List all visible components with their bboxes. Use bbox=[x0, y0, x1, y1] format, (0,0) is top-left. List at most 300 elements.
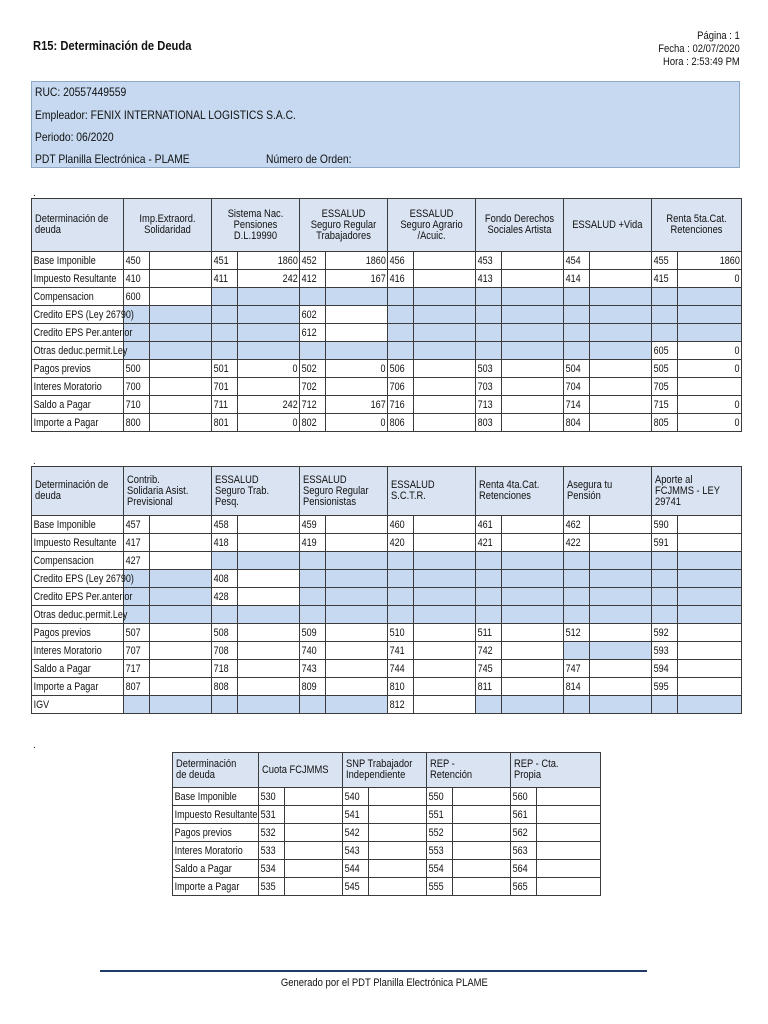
value-cell bbox=[369, 788, 427, 806]
code-cell bbox=[343, 806, 369, 824]
code-cell bbox=[564, 552, 590, 570]
debt-table-2 bbox=[31, 466, 742, 714]
column-header-label: Sistema Nac. Pensiones D.L.19990 bbox=[227, 207, 284, 242]
value-cell bbox=[453, 878, 511, 896]
row-label bbox=[32, 570, 134, 588]
code-cell bbox=[652, 678, 678, 696]
table-row bbox=[32, 516, 742, 534]
code-cell-text: 530 bbox=[260, 790, 276, 803]
code-cell bbox=[300, 288, 326, 306]
code-cell-text: 502 bbox=[301, 362, 317, 375]
column-header-label: Contrib. Solidaria Asist. Previsional bbox=[127, 473, 189, 508]
row-label-text: Saldo a Pagar bbox=[33, 398, 91, 411]
code-cell-text: 706 bbox=[389, 380, 405, 393]
value-cell-text: 1860 bbox=[277, 254, 298, 267]
table-header-row bbox=[32, 199, 742, 252]
row-label-text: Compensacion bbox=[33, 290, 94, 303]
code-cell bbox=[476, 324, 502, 342]
value-cell bbox=[502, 360, 564, 378]
code-cell bbox=[343, 824, 369, 842]
value-cell bbox=[238, 552, 300, 570]
code-cell bbox=[259, 806, 285, 824]
code-cell bbox=[476, 306, 502, 324]
row-label bbox=[173, 824, 259, 842]
code-cell bbox=[652, 342, 678, 360]
value-cell bbox=[414, 552, 476, 570]
code-cell bbox=[511, 824, 537, 842]
value-cell bbox=[326, 306, 388, 324]
value-cell bbox=[537, 860, 601, 878]
code-cell-text: 564 bbox=[512, 862, 528, 875]
value-cell bbox=[590, 552, 652, 570]
column-header bbox=[259, 753, 343, 788]
code-cell bbox=[300, 396, 326, 414]
value-cell bbox=[285, 788, 343, 806]
code-cell-text: 452 bbox=[301, 254, 317, 267]
value-cell-text: 167 bbox=[370, 272, 386, 285]
code-cell bbox=[652, 552, 678, 570]
column-header bbox=[388, 199, 476, 252]
value-cell bbox=[150, 642, 212, 660]
code-cell bbox=[652, 696, 678, 714]
separator-dot-2: . bbox=[33, 456, 36, 467]
value-cell bbox=[414, 624, 476, 642]
code-cell bbox=[511, 860, 537, 878]
code-cell-text: 809 bbox=[301, 680, 317, 693]
code-cell bbox=[427, 788, 453, 806]
code-cell bbox=[652, 396, 678, 414]
value-cell bbox=[326, 516, 388, 534]
code-cell bbox=[259, 824, 285, 842]
code-cell-text: 414 bbox=[565, 272, 581, 285]
value-cell bbox=[590, 306, 652, 324]
value-cell bbox=[590, 360, 652, 378]
employer-info-box bbox=[31, 81, 740, 168]
column-header-label: REP - Cta. Propia bbox=[514, 758, 559, 781]
table-row bbox=[173, 806, 601, 824]
report-meta bbox=[658, 30, 740, 69]
column-header-label: Renta 5ta.Cat. Retenciones bbox=[666, 213, 727, 236]
footer bbox=[0, 977, 768, 989]
column-header-label: Determinación de deuda bbox=[35, 213, 109, 236]
row-label bbox=[32, 324, 133, 342]
table-row bbox=[32, 252, 742, 270]
row-label bbox=[173, 878, 259, 896]
code-cell-text: 814 bbox=[565, 680, 581, 693]
code-cell bbox=[212, 534, 238, 552]
value-cell bbox=[238, 288, 300, 306]
value-cell bbox=[678, 642, 742, 660]
code-cell bbox=[476, 660, 502, 678]
code-cell-text: 605 bbox=[653, 344, 669, 357]
value-cell bbox=[537, 788, 601, 806]
code-cell bbox=[343, 878, 369, 896]
code-cell bbox=[476, 396, 502, 414]
value-cell bbox=[453, 788, 511, 806]
code-cell-text: 563 bbox=[512, 844, 528, 857]
value-cell bbox=[590, 588, 652, 606]
value-cell-text: 0 bbox=[380, 416, 386, 429]
code-cell bbox=[300, 270, 326, 288]
value-cell bbox=[150, 678, 212, 696]
code-cell bbox=[564, 660, 590, 678]
row-label bbox=[32, 288, 124, 306]
table-row bbox=[32, 324, 742, 342]
value-cell bbox=[326, 588, 388, 606]
value-cell bbox=[414, 252, 476, 270]
row-label bbox=[32, 552, 124, 570]
code-cell bbox=[388, 360, 414, 378]
code-cell bbox=[564, 270, 590, 288]
row-label-text: Otras deduc.permit.Ley bbox=[33, 344, 128, 357]
column-header bbox=[388, 467, 476, 516]
value-cell bbox=[502, 534, 564, 552]
row-label bbox=[32, 660, 124, 678]
code-cell bbox=[212, 570, 238, 588]
value-cell bbox=[678, 588, 742, 606]
code-cell bbox=[652, 306, 678, 324]
column-header bbox=[511, 753, 601, 788]
column-header bbox=[32, 467, 124, 516]
column-header bbox=[300, 467, 388, 516]
value-cell bbox=[238, 696, 300, 714]
code-cell-text: 511 bbox=[477, 626, 493, 639]
code-cell bbox=[124, 660, 150, 678]
code-cell bbox=[212, 396, 238, 414]
value-cell-text: 0 bbox=[380, 362, 386, 375]
row-label-text: Interes Moratorio bbox=[174, 844, 243, 857]
row-label-text: Credito EPS (Ley 26790) bbox=[33, 572, 134, 585]
code-cell-text: 460 bbox=[389, 518, 405, 531]
code-cell-text: 410 bbox=[125, 272, 141, 285]
code-cell-text: 592 bbox=[653, 626, 669, 639]
row-label bbox=[32, 252, 124, 270]
value-cell bbox=[590, 516, 652, 534]
value-cell bbox=[150, 552, 212, 570]
code-cell bbox=[300, 642, 326, 660]
code-cell-text: 716 bbox=[389, 398, 405, 411]
code-cell-text: 504 bbox=[565, 362, 581, 375]
value-cell bbox=[238, 396, 300, 414]
value-cell bbox=[414, 378, 476, 396]
value-cell bbox=[238, 516, 300, 534]
code-cell bbox=[212, 252, 238, 270]
code-cell bbox=[259, 878, 285, 896]
column-header bbox=[343, 753, 427, 788]
table-row bbox=[173, 860, 601, 878]
code-cell-text: 542 bbox=[344, 826, 360, 839]
code-cell-text: 594 bbox=[653, 662, 669, 675]
value-cell bbox=[414, 306, 476, 324]
table-header-row bbox=[32, 467, 742, 516]
code-cell-text: 710 bbox=[125, 398, 141, 411]
column-header-label: ESSALUD Seguro Regular Pensionistas bbox=[303, 473, 369, 508]
column-header bbox=[564, 199, 652, 252]
value-cell bbox=[414, 516, 476, 534]
value-cell bbox=[285, 878, 343, 896]
column-header-label: Asegura tu Pensión bbox=[567, 479, 613, 502]
value-cell bbox=[453, 860, 511, 878]
code-cell bbox=[427, 878, 453, 896]
code-cell bbox=[388, 624, 414, 642]
code-cell-text: 534 bbox=[260, 862, 276, 875]
table-row bbox=[32, 342, 742, 360]
code-cell bbox=[564, 324, 590, 342]
code-cell bbox=[212, 642, 238, 660]
value-cell bbox=[326, 624, 388, 642]
value-cell-text: 167 bbox=[370, 398, 386, 411]
code-cell-text: 555 bbox=[428, 880, 444, 893]
value-cell bbox=[502, 642, 564, 660]
code-cell-text: 745 bbox=[477, 662, 493, 675]
code-cell-text: 455 bbox=[653, 254, 669, 267]
code-cell-text: 411 bbox=[213, 272, 229, 285]
code-cell bbox=[388, 678, 414, 696]
code-cell bbox=[652, 378, 678, 396]
code-cell bbox=[388, 252, 414, 270]
code-cell-text: 591 bbox=[653, 536, 669, 549]
value-cell bbox=[238, 342, 300, 360]
column-header-label: Cuota FCJMMS bbox=[262, 763, 329, 776]
separator-dot-3: . bbox=[33, 740, 36, 751]
code-cell-text: 807 bbox=[125, 680, 141, 693]
code-cell-text: 708 bbox=[213, 644, 229, 657]
code-cell bbox=[212, 306, 238, 324]
code-cell bbox=[652, 360, 678, 378]
code-cell bbox=[212, 288, 238, 306]
code-cell-text: 458 bbox=[213, 518, 229, 531]
value-cell bbox=[537, 806, 601, 824]
code-cell-text: 741 bbox=[389, 644, 405, 657]
row-label bbox=[32, 534, 124, 552]
report-time: Hora : 2:53:49 PM bbox=[663, 56, 740, 68]
column-header bbox=[212, 467, 300, 516]
code-cell bbox=[564, 252, 590, 270]
code-cell bbox=[388, 552, 414, 570]
value-cell bbox=[238, 624, 300, 642]
table-row bbox=[32, 534, 742, 552]
code-cell bbox=[476, 378, 502, 396]
code-cell-text: 503 bbox=[477, 362, 493, 375]
value-cell bbox=[326, 552, 388, 570]
code-cell bbox=[564, 360, 590, 378]
value-cell bbox=[414, 678, 476, 696]
code-cell-text: 545 bbox=[344, 880, 360, 893]
code-cell-text: 560 bbox=[512, 790, 528, 803]
code-cell bbox=[564, 624, 590, 642]
table-row bbox=[32, 270, 742, 288]
code-cell-text: 512 bbox=[565, 626, 581, 639]
code-cell-text: 509 bbox=[301, 626, 317, 639]
value-cell bbox=[502, 396, 564, 414]
row-label-text: Impuesto Resultante bbox=[174, 808, 258, 821]
value-cell bbox=[502, 696, 564, 714]
code-cell bbox=[212, 414, 238, 432]
code-cell bbox=[511, 806, 537, 824]
code-cell-text: 747 bbox=[565, 662, 581, 675]
row-label-text: Credito EPS (Ley 26790) bbox=[33, 308, 134, 321]
code-cell-text: 801 bbox=[213, 416, 229, 429]
code-cell bbox=[476, 270, 502, 288]
code-cell bbox=[476, 606, 502, 624]
report-title: R15: Determinación de Deuda bbox=[33, 38, 192, 53]
table-row bbox=[173, 824, 601, 842]
debt-table-1 bbox=[31, 198, 742, 432]
table-row bbox=[173, 788, 601, 806]
value-cell bbox=[537, 878, 601, 896]
code-cell-text: 507 bbox=[125, 626, 141, 639]
code-cell bbox=[652, 270, 678, 288]
code-cell-text: 541 bbox=[344, 808, 360, 821]
code-cell bbox=[476, 570, 502, 588]
value-cell bbox=[326, 270, 388, 288]
value-cell bbox=[326, 642, 388, 660]
value-cell bbox=[326, 360, 388, 378]
table-row bbox=[32, 624, 742, 642]
code-cell bbox=[300, 678, 326, 696]
value-cell bbox=[150, 270, 212, 288]
column-header bbox=[476, 199, 564, 252]
code-cell bbox=[300, 378, 326, 396]
value-cell-text: 0 bbox=[734, 272, 740, 285]
column-header bbox=[173, 753, 259, 788]
row-label bbox=[32, 306, 134, 324]
code-cell-text: 812 bbox=[389, 698, 405, 711]
row-label bbox=[32, 606, 128, 624]
table-row bbox=[32, 678, 742, 696]
code-cell-text: 712 bbox=[301, 398, 317, 411]
code-cell-text: 508 bbox=[213, 626, 229, 639]
code-cell-text: 412 bbox=[301, 272, 317, 285]
value-cell bbox=[414, 606, 476, 624]
column-header bbox=[300, 199, 388, 252]
value-cell bbox=[414, 270, 476, 288]
value-cell-text: 0 bbox=[734, 398, 740, 411]
code-cell bbox=[564, 342, 590, 360]
code-cell bbox=[300, 588, 326, 606]
code-cell bbox=[564, 570, 590, 588]
code-cell-text: 811 bbox=[477, 680, 493, 693]
value-cell bbox=[590, 642, 652, 660]
value-cell bbox=[326, 288, 388, 306]
code-cell-text: 501 bbox=[213, 362, 229, 375]
column-header-label: REP - Retención bbox=[430, 758, 473, 781]
column-header bbox=[124, 199, 212, 252]
value-cell bbox=[238, 414, 300, 432]
code-cell bbox=[388, 606, 414, 624]
table-row bbox=[32, 570, 742, 588]
code-cell bbox=[388, 270, 414, 288]
value-cell bbox=[238, 324, 300, 342]
code-cell-text: 500 bbox=[125, 362, 141, 375]
value-cell bbox=[678, 516, 742, 534]
code-cell bbox=[259, 842, 285, 860]
column-header-label: Determinación de deuda bbox=[176, 758, 237, 781]
value-cell bbox=[369, 824, 427, 842]
row-label bbox=[32, 624, 124, 642]
row-label bbox=[32, 396, 124, 414]
value-cell bbox=[502, 588, 564, 606]
value-cell bbox=[590, 678, 652, 696]
code-cell-text: 450 bbox=[125, 254, 141, 267]
code-cell bbox=[652, 516, 678, 534]
code-cell bbox=[124, 270, 150, 288]
value-cell bbox=[326, 570, 388, 588]
column-header-label: Aporte al FCJMMS - LEY 29741 bbox=[655, 473, 720, 508]
debt-table-3 bbox=[172, 752, 601, 896]
code-cell-text: 419 bbox=[301, 536, 317, 549]
code-cell bbox=[388, 516, 414, 534]
code-cell-text: 533 bbox=[260, 844, 276, 857]
row-label bbox=[32, 360, 124, 378]
code-cell-text: 418 bbox=[213, 536, 229, 549]
column-header bbox=[652, 199, 742, 252]
code-cell-text: 806 bbox=[389, 416, 405, 429]
value-cell bbox=[285, 860, 343, 878]
code-cell bbox=[476, 516, 502, 534]
code-cell-text: 612 bbox=[301, 326, 317, 339]
value-cell bbox=[414, 288, 476, 306]
separator-dot-1: . bbox=[33, 188, 36, 199]
employer-line: Empleador: FENIX INTERNATIONAL LOGISTICS S.A.C. bbox=[35, 108, 296, 122]
value-cell bbox=[537, 842, 601, 860]
code-cell-text: 810 bbox=[389, 680, 405, 693]
column-header-label: Fondo Derechos Sociales Artista bbox=[484, 213, 555, 236]
code-cell bbox=[124, 696, 150, 714]
value-cell bbox=[326, 696, 388, 714]
code-cell-text: 427 bbox=[125, 554, 141, 567]
value-cell bbox=[590, 288, 652, 306]
value-cell bbox=[150, 570, 212, 588]
code-cell bbox=[124, 642, 150, 660]
code-cell-text: 453 bbox=[477, 254, 493, 267]
value-cell bbox=[285, 806, 343, 824]
value-cell bbox=[150, 306, 212, 324]
code-cell-text: 506 bbox=[389, 362, 405, 375]
value-cell bbox=[238, 534, 300, 552]
row-label-text: Compensacion bbox=[33, 554, 94, 567]
row-label-text: Otras deduc.permit.Ley bbox=[33, 608, 128, 621]
code-cell bbox=[300, 342, 326, 360]
row-label bbox=[32, 642, 124, 660]
value-cell bbox=[502, 342, 564, 360]
code-cell bbox=[476, 678, 502, 696]
value-cell bbox=[678, 324, 742, 342]
row-label-text: Pagos previos bbox=[33, 362, 91, 375]
code-cell bbox=[124, 288, 150, 306]
value-cell bbox=[678, 552, 742, 570]
code-cell bbox=[388, 588, 414, 606]
code-cell bbox=[652, 324, 678, 342]
code-cell bbox=[212, 678, 238, 696]
value-cell bbox=[369, 842, 427, 860]
code-cell bbox=[343, 842, 369, 860]
footer-text: Generado por el PDT Planilla Electrónica PLAME bbox=[280, 977, 488, 989]
code-cell bbox=[124, 414, 150, 432]
code-cell-text: 532 bbox=[260, 826, 276, 839]
value-cell bbox=[414, 534, 476, 552]
value-cell-text: 1860 bbox=[719, 254, 740, 267]
column-header bbox=[564, 467, 652, 516]
value-cell bbox=[502, 624, 564, 642]
code-cell bbox=[564, 378, 590, 396]
code-cell bbox=[300, 606, 326, 624]
column-header bbox=[652, 467, 742, 516]
column-header bbox=[476, 467, 564, 516]
code-cell bbox=[564, 696, 590, 714]
column-header-label: ESSALUD Seguro Trab. Pesq. bbox=[215, 473, 270, 508]
code-cell bbox=[212, 378, 238, 396]
